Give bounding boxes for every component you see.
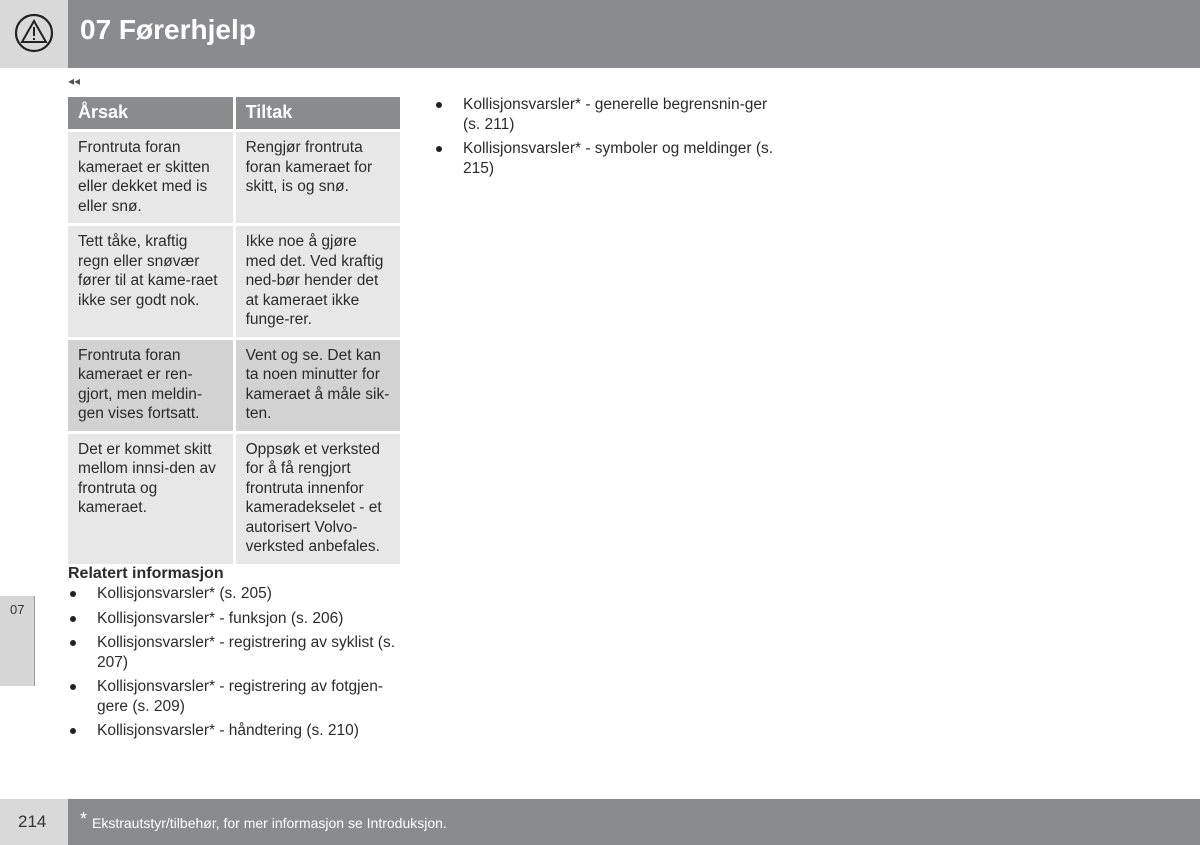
table-row — [68, 434, 400, 567]
double-left-arrow-icon[interactable]: ◂◂ — [68, 74, 81, 88]
cause-cell: Frontruta foran kameraet er skitten eller dekket med is eller snø. — [68, 132, 236, 226]
bullet-icon — [436, 146, 442, 152]
bullet-icon — [70, 640, 76, 646]
header-icon-box — [0, 0, 68, 68]
related-links-right — [434, 95, 774, 183]
related-link[interactable]: Kollisjonsvarsler* - generelle begrensnin-ger (s. 211) — [463, 96, 768, 133]
bullet-icon — [436, 102, 442, 108]
related-link[interactable]: Kollisjonsvarsler* - håndtering (s. 210) — [97, 722, 359, 739]
table-row — [68, 226, 400, 340]
warning-triangle-icon — [14, 13, 54, 53]
page-footer — [68, 799, 1200, 845]
page-number: 214 — [18, 812, 47, 831]
related-link[interactable]: Kollisjonsvarsler* (s. 205) — [97, 585, 272, 602]
bullet-icon — [70, 616, 76, 622]
bullet-icon — [70, 728, 76, 734]
bullet-icon — [70, 591, 76, 597]
cause-action-table — [68, 97, 400, 567]
list-item[interactable] — [68, 584, 404, 604]
related-link[interactable]: Kollisjonsvarsler* - registrering av syklist (s. 207) — [97, 634, 396, 671]
related-link[interactable]: Kollisjonsvarsler* - symboler og meldinger (s. 215) — [463, 140, 774, 177]
chapter-number: 07 — [10, 602, 25, 617]
table-header-cause: Årsak — [68, 97, 236, 132]
list-item[interactable] — [68, 609, 404, 629]
list-item[interactable] — [68, 633, 404, 672]
list-item[interactable] — [434, 139, 774, 178]
list-item[interactable] — [68, 721, 404, 741]
action-cell: Rengjør frontruta foran kameraet for skitt, is og snø. — [236, 132, 400, 226]
related-links-left — [68, 584, 404, 746]
action-cell: Vent og se. Det kan ta noen minutter for kameraet å måle sik-ten. — [236, 340, 400, 434]
page-header — [0, 0, 1200, 68]
table-header-action: Tiltak — [236, 97, 400, 132]
cause-cell: Det er kommet skitt mellom innsi-den av frontruta og kameraet. — [68, 434, 236, 567]
page-number-box — [0, 799, 68, 845]
chapter-side-tab[interactable] — [0, 596, 35, 686]
table-row — [68, 132, 400, 226]
related-link[interactable]: Kollisjonsvarsler* - registrering av fotgjen-gere (s. 209) — [97, 678, 384, 715]
footnote-text: Ekstrautstyr/tilbehør, for mer informasjon se Introduksjon. — [92, 815, 447, 831]
page-title: 07 Førerhjelp — [80, 14, 256, 45]
action-cell: Ikke noe å gjøre med det. Ved kraftig ned-bør hender det at kameraet ikke funge-rer. — [236, 226, 400, 340]
cause-cell: Frontruta foran kameraet er ren-gjort, men meldin-gen vises fortsatt. — [68, 340, 236, 434]
bullet-icon — [70, 684, 76, 690]
related-link[interactable]: Kollisjonsvarsler* - funksjon (s. 206) — [97, 609, 344, 627]
cause-cell: Tett tåke, kraftig regn eller snøvær fører til at kame-raet ikke ser godt nok. — [68, 226, 236, 340]
action-cell: Oppsøk et verksted for å få rengjort frontruta innenfor kameradekselet - et autorisert Volvo-verksted anbefales. — [236, 434, 400, 567]
table-row — [68, 340, 400, 434]
list-item[interactable] — [68, 677, 404, 716]
related-info-heading: Relatert informasjon — [68, 565, 224, 582]
list-item[interactable] — [434, 95, 774, 134]
footnote-star: * — [80, 809, 88, 829]
